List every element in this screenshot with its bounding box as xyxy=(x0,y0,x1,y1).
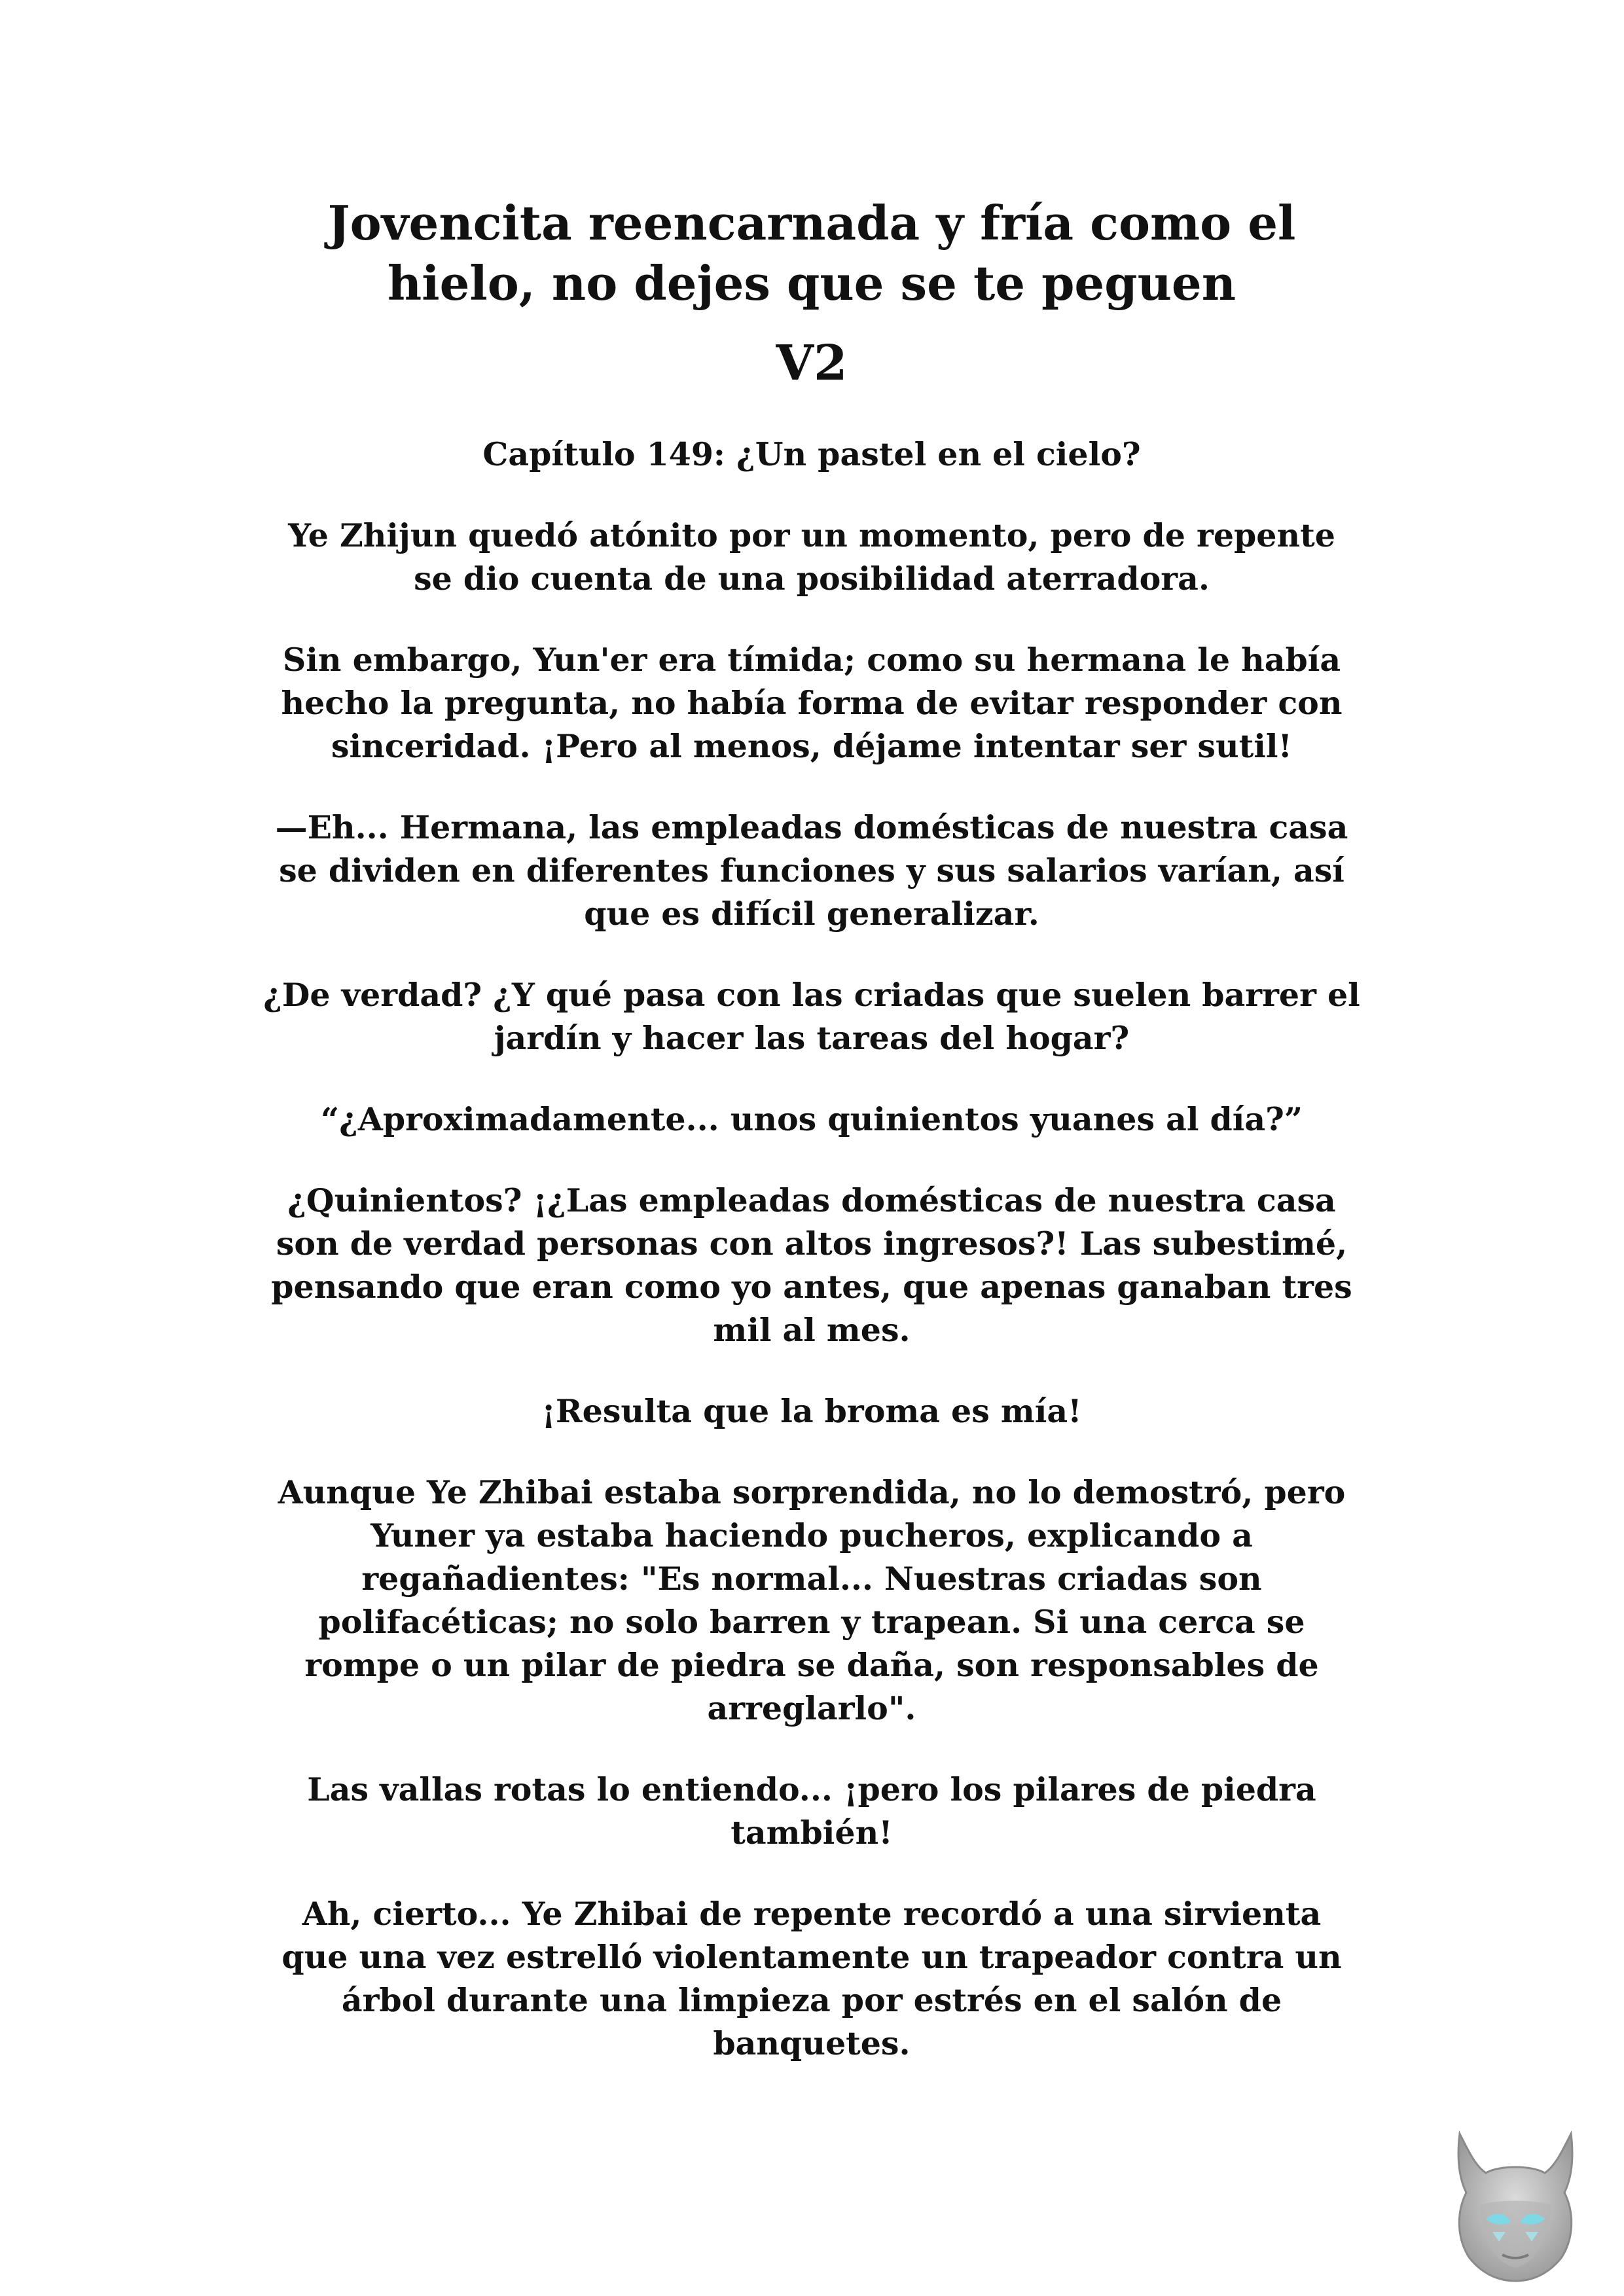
novel-title xyxy=(216,193,1407,314)
paragraph: Sin embargo, Yun'er era tímida; como su hermana le había hecho la pregunta, no había forma de evitar responder con sinceridad. ¡Pero al menos, déjame intentar ser sutil! xyxy=(281,641,1343,765)
paragraph: ¿Quinientos? ¡¿Las empleadas domésticas de nuestra casa son de verdad personas con altos ingresos?! Las subestimé, pensando que eran como yo antes, que apenas ganaban tres mil al mes. xyxy=(271,1181,1352,1349)
horned-demon-head-icon xyxy=(1440,2127,1591,2284)
paragraph: ¿De verdad? ¿Y qué pasa con las criadas que suelen barrer el jardín y hacer las tareas del hogar? xyxy=(263,976,1360,1057)
paragraph: “¿Aproximadamente... unos quinientos yuanes al día?” xyxy=(320,1100,1303,1138)
paragraph: —Eh... Hermana, las empleadas domésticas de nuestra casa se dividen en diferentes funciones y sus salarios varían, así que es difícil generalizar. xyxy=(275,808,1348,933)
document-page xyxy=(216,193,1407,2065)
paragraph: Aunque Ye Zhibai estaba sorprendida, no lo demostró, pero Yuner ya estaba haciendo pucheros, explicando a regañadientes: "Es normal... Nuestras criadas son polifacéticas; no solo barren y trapean. Si una cerca se rompe o un pilar de piedra se daña, son responsables de arreglarlo". xyxy=(278,1473,1346,1727)
chapter-heading: Capítulo 149: ¿Un pastel en el cielo? xyxy=(482,435,1141,473)
paragraph: Ah, cierto... Ye Zhibai de repente recordó a una sirvienta que una vez estrelló violentamente un trapeador contra un árbol durante una limpieza por estrés en el salón de banquetes. xyxy=(281,1895,1342,2062)
paragraph: Las vallas rotas lo entiendo... ¡pero los pilares de piedra también! xyxy=(307,1770,1316,1852)
title-line-2: hielo, no dejes que se te peguen xyxy=(387,255,1236,311)
volume-label: V2 xyxy=(776,335,848,391)
paragraph: ¡Resulta que la broma es mía! xyxy=(541,1392,1082,1430)
title-line-1: Jovencita reencarnada y fría como el xyxy=(327,195,1296,251)
paragraph: Ye Zhijun quedó atónito por un momento, pero de repente se dio cuenta de una posibilidad aterradora. xyxy=(288,516,1335,598)
